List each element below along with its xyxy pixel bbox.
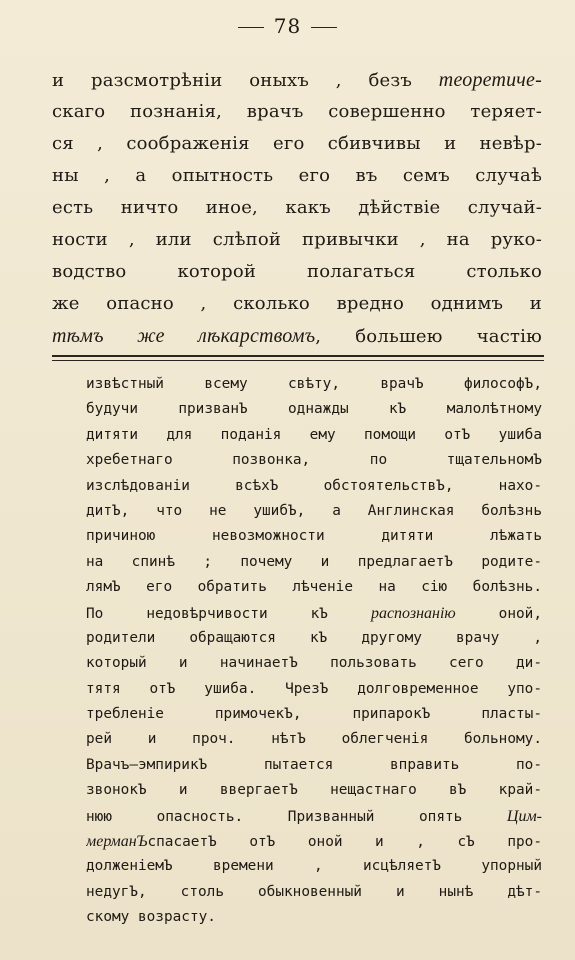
main-line: и разсмотрѣніи оныхъ , безъ теоретиче- <box>52 69 542 91</box>
main-line: ся , соображенія его сбивчивы и невѣр- <box>52 133 542 154</box>
note-line: извѣстный всему свѣту, врачЪ философЪ, <box>86 376 542 392</box>
note-line: мерманЪспасаетЪ отЪ оной и , сЪ про- <box>86 833 542 851</box>
italic-word: теоретиче- <box>438 69 542 91</box>
main-line: есть ничто иное, какъ дѣйствіе случай- <box>52 197 542 218</box>
note-line: который и начинаетЪ пользовать сего ди- <box>86 655 542 672</box>
note-line: тятя отЪ ушиба. ЧрезЪ долговременное упо- <box>86 680 542 697</box>
note-line: дитЪ, что не ушибЪ, а Англинская болѣзнь <box>86 502 542 519</box>
italic-word: мерманЪ <box>86 833 148 851</box>
main-line: ности , или слѣпой привычки , на руко- <box>52 229 542 250</box>
footnote-rule-thin <box>52 360 544 361</box>
main-line: же опасно , сколько вредно однимъ и <box>52 293 542 314</box>
note-line: хребетнаго позвонка, по тщательномЪ <box>86 452 542 469</box>
italic-word: Цим- <box>506 807 542 825</box>
note-line: на спинѣ ; почему и предлагаетЪ родите- <box>86 553 542 570</box>
note-line: будучи призванЪ однажды кЪ малолѣтному <box>86 401 542 418</box>
note-line: родители обращаются кЪ другому врачу , <box>86 629 542 646</box>
note-line: звонокЪ и ввергаетЪ нещастнаго вЪ край- <box>86 782 542 799</box>
footnote-rule <box>52 355 544 357</box>
left-dash <box>238 27 264 28</box>
note-line: лямЪ его обратить лѣченіе на сію болѣзнь. <box>86 579 542 596</box>
note-line: требленіе примочекЪ, припарокЪ пласты- <box>86 706 542 723</box>
main-line: ны , а опытность его въ семъ случаѣ <box>52 165 542 186</box>
note-line: недугЪ, столь обыкновенный и нынѣ дѣт- <box>86 883 542 900</box>
main-text <box>52 64 542 352</box>
note-line: долженіемЪ времени , исцѣляетЪ упорный <box>86 858 542 875</box>
note-line: скому возрасту. <box>86 909 216 926</box>
note-line: дитяти для поданія ему помощи отЪ ушиба <box>86 426 542 443</box>
right-dash <box>311 27 337 28</box>
note-line: изслѣдованіи всѣхЪ обстоятельствЪ, нахо- <box>86 477 542 494</box>
main-line: водство которой полагаться столько <box>52 261 542 282</box>
main-line: скаго познанія, врачъ совершенно теряет- <box>52 101 542 122</box>
italic-phrase: тѣмъ же лѣкарствомъ <box>52 325 316 347</box>
page-number: 78 <box>273 14 302 38</box>
italic-word: распознанію <box>370 604 456 622</box>
note-line: рей и проч. нѣтЪ облегченія больному. <box>86 731 542 748</box>
note-line: причиною невозможности дитяти лѣжать <box>86 528 542 545</box>
note-line: Врачъ—эмпирикЪ пытается вправить по- <box>86 756 542 773</box>
footnote-text <box>86 372 542 931</box>
main-line: тѣмъ же лѣкарствомъ, большею частію <box>52 325 542 347</box>
page-header <box>0 14 575 38</box>
note-line: По недовѣрчивости кЪ распознанію оной, <box>86 604 542 622</box>
note-line: нюю опасность. Призванный опять Цим- <box>86 807 542 825</box>
